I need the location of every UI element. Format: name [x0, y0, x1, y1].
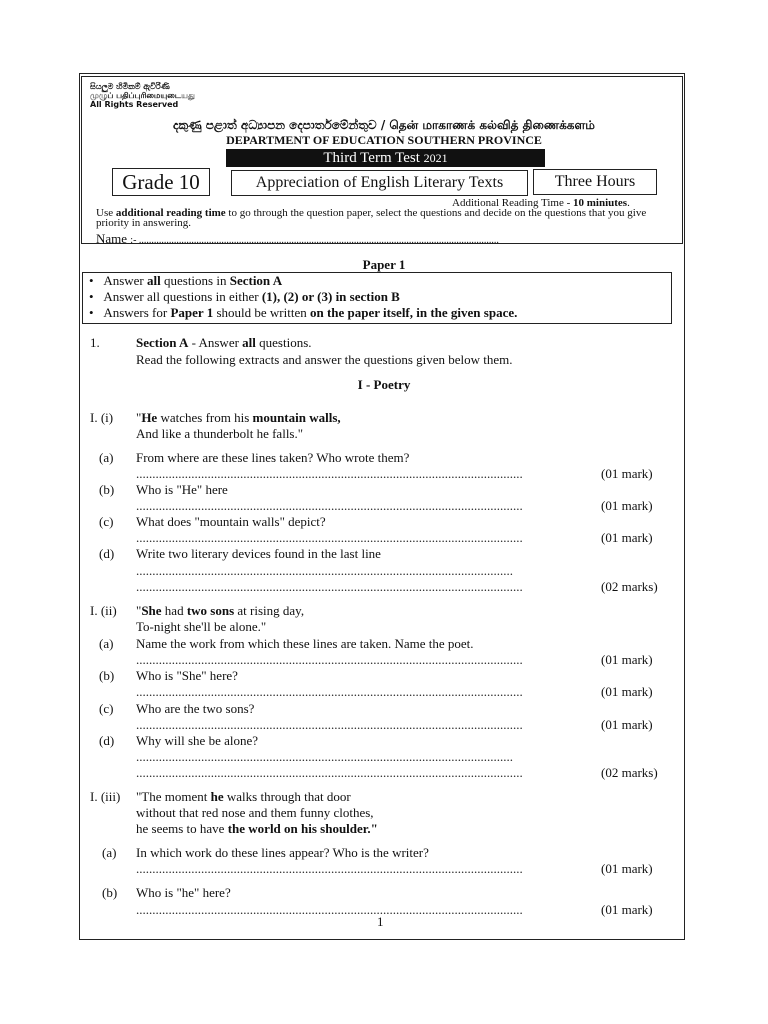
- sub-question-text: In which work do these lines appear? Who is the writer?: [136, 845, 429, 860]
- quote-line: To-night she'll be alone.": [136, 619, 267, 634]
- reading-time-instruction: Use additional reading time to go through the question paper, select the questions and decide on the questions that you give priority in answering.: [96, 207, 647, 229]
- copyright-notice: [90, 82, 195, 109]
- sub-question-label: (d): [99, 546, 115, 561]
- instruction-2: • Answer all questions in either (1), (2) or (3) in section B: [89, 289, 400, 304]
- answer-line[interactable]: .......................................................................................................................: [136, 466, 523, 481]
- mark-allocation: (01 mark): [601, 466, 653, 481]
- name-label: Name: [96, 231, 128, 246]
- answer-line[interactable]: ....................................................................................................................: [136, 749, 513, 764]
- quote-line: And like a thunderbolt he falls.": [136, 426, 304, 441]
- paper-title: Paper 1: [362, 257, 406, 272]
- mark-allocation: (01 mark): [601, 717, 653, 732]
- quote-line: he seems to have the world on his shoulder.": [136, 821, 378, 836]
- mark-allocation: (01 mark): [601, 902, 653, 917]
- mark-allocation: (01 mark): [601, 498, 653, 513]
- sub-question-text: Why will she be alone?: [136, 733, 259, 748]
- sub-question-text: Who is "He" here: [136, 482, 228, 497]
- sub-question-text: Who is "he" here?: [136, 885, 231, 900]
- answer-line[interactable]: ....................................................................................................................: [136, 563, 513, 578]
- mark-allocation: (01 mark): [601, 530, 653, 545]
- page-number: 1: [377, 914, 384, 929]
- department-local-name: දකුණු පළාත් අධ්‍යාපන දෙපාර්තමේන්තුව / தென் மாகாணக் கல்வித் திணைக்களம்: [173, 118, 595, 132]
- sub-question-text: From where are these lines taken? Who wrote them?: [136, 450, 410, 465]
- sub-question-label: (a): [99, 450, 114, 465]
- sub-question-label: (b): [102, 885, 118, 900]
- mark-allocation: (01 mark): [601, 684, 653, 699]
- sub-question-text: Who is "She" here?: [136, 668, 238, 683]
- question-label: I. (iii): [90, 789, 121, 804]
- sub-question-label: (a): [102, 845, 117, 860]
- question-label: I. (ii): [90, 603, 117, 618]
- question-label: I. (i): [90, 410, 114, 425]
- sub-question-label: (a): [99, 636, 114, 651]
- additional-reading-time: Additional Reading Time - 10 miniutes.: [452, 197, 630, 209]
- grade-box: Grade 10: [112, 168, 210, 196]
- answer-line[interactable]: .......................................................................................................................: [136, 530, 523, 545]
- answer-line[interactable]: .......................................................................................................................: [136, 684, 523, 699]
- sub-question-text: Write two literary devices found in the last line: [136, 546, 381, 561]
- section-intro: Read the following extracts and answer the questions given below them.: [136, 352, 513, 367]
- answer-line[interactable]: .......................................................................................................................: [136, 498, 523, 513]
- mark-allocation: (02 marks): [601, 765, 658, 780]
- mark-allocation: (01 mark): [601, 861, 653, 876]
- term-year: 2021: [423, 151, 448, 165]
- sub-question-label: (c): [99, 701, 114, 716]
- duration-box: Three Hours: [533, 169, 657, 195]
- instruction-1: • Answer all questions in Section A: [89, 273, 283, 288]
- name-blank[interactable]: ................................................................................................................................................: [138, 235, 499, 246]
- answer-line[interactable]: .......................................................................................................................: [136, 717, 523, 732]
- sub-question-label: (b): [99, 668, 115, 683]
- copyright-tamil: முழுப் பதிப்புரிமையுடையது: [90, 91, 195, 100]
- sub-question-text: What does "mountain walls" depict?: [136, 514, 326, 529]
- part-title: I - Poetry: [357, 377, 411, 392]
- quote-line: "He watches from his mountain walls,: [136, 410, 341, 425]
- term-title-bar: [226, 149, 545, 167]
- answer-line[interactable]: .......................................................................................................................: [136, 861, 523, 876]
- sub-question-label: (c): [99, 514, 114, 529]
- copyright-sinhala: සියලුම හිමිකම් ඇවිරිණි: [90, 82, 170, 91]
- section-heading: Section A - Answer all questions.: [136, 335, 312, 350]
- instruction-3: • Answers for Paper 1 should be written on the paper itself, in the given space.: [89, 305, 518, 320]
- sub-question-label: (b): [99, 482, 115, 497]
- department-english-name: DEPARTMENT OF EDUCATION SOUTHERN PROVINCE: [226, 133, 542, 147]
- answer-line[interactable]: .......................................................................................................................: [136, 902, 523, 917]
- quote-line: "She had two sons at rising day,: [136, 603, 305, 618]
- instructions-box: [82, 272, 672, 324]
- answer-line[interactable]: .......................................................................................................................: [136, 765, 523, 780]
- answer-line[interactable]: .......................................................................................................................: [136, 652, 523, 667]
- sub-question-text: Who are the two sons?: [136, 701, 255, 716]
- sub-question-text: Name the work from which these lines are taken. Name the poet.: [136, 636, 474, 651]
- quote-line: "The moment he walks through that door: [136, 789, 351, 804]
- mark-allocation: (01 mark): [601, 652, 653, 667]
- sub-question-label: (d): [99, 733, 115, 748]
- name-field[interactable]: Name :- ................................................................................................................................................: [96, 231, 499, 246]
- copyright-english: All Rights Reserved: [90, 100, 179, 109]
- mark-allocation: (02 marks): [601, 579, 658, 594]
- term-title: Third Term Test: [323, 150, 420, 166]
- quote-line: without that red nose and them funny clothes,: [136, 805, 374, 820]
- answer-line[interactable]: .......................................................................................................................: [136, 579, 523, 594]
- question-number: 1.: [90, 335, 100, 350]
- subject-box: Appreciation of English Literary Texts: [231, 170, 528, 196]
